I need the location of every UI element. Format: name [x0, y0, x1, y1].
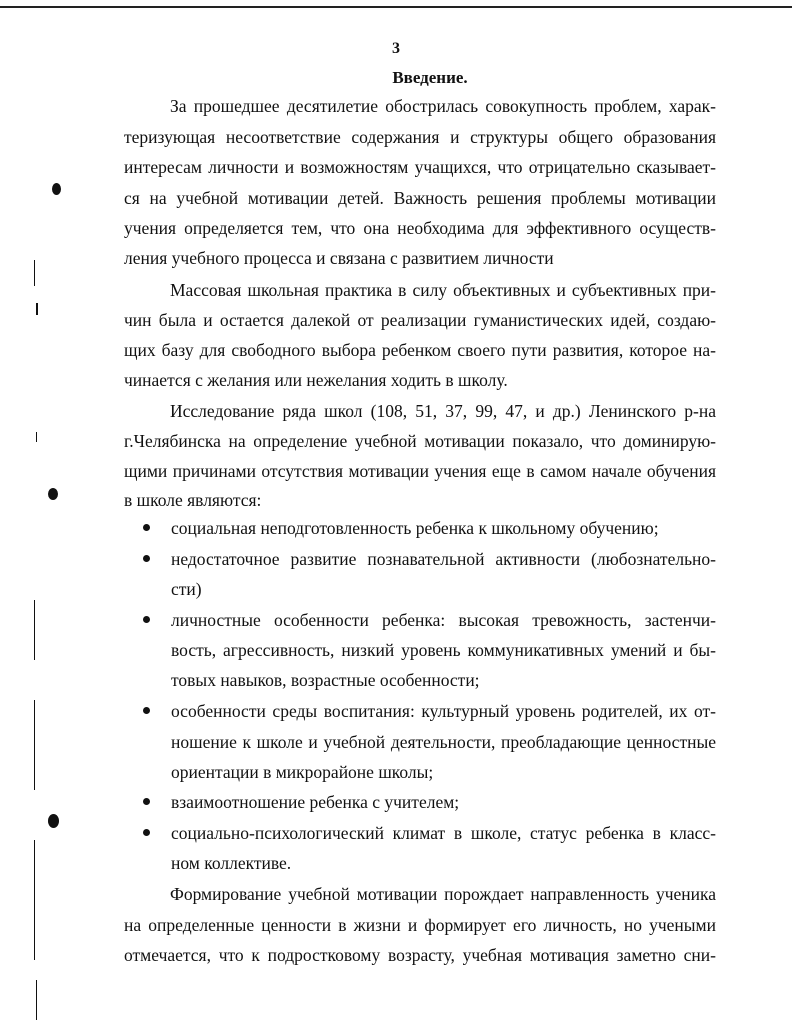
text-line: учения определяется тем, что она необходима для эффективного осуществ- — [124, 218, 716, 238]
text-line: отмечается, что к подростковому возрасту, учебная мотивация заметно сни- — [124, 945, 716, 965]
list-item: недостаточное развитие познавательной активности (любознательно- — [171, 549, 716, 569]
page-title: Введение. — [392, 68, 468, 87]
list-item-continuation: сти) — [171, 579, 202, 599]
list-item: личностные особенности ребенка: высокая тревожность, застенчи- — [171, 610, 716, 630]
list-item-continuation: ориентации в микрорайоне школы; — [171, 762, 434, 782]
scan-edge-mark — [34, 600, 35, 660]
scan-edge-mark — [36, 303, 38, 315]
scan-edge-mark — [36, 980, 37, 1020]
text-line: ления учебного процесса и связана с развитием личности — [124, 248, 554, 268]
bullet-icon — [143, 524, 150, 531]
list-item: взаимоотношение ребенка с учителем; — [171, 792, 460, 812]
scan-hole-mark — [48, 814, 59, 828]
list-item-continuation: ношение к школе и учебной деятельности, преобладающие ценностные — [171, 732, 716, 752]
list-item: особенности среды воспитания: культурный уровень родителей, их от- — [171, 701, 716, 721]
scan-edge-mark — [34, 700, 35, 790]
list-item-continuation: ном коллективе. — [171, 853, 292, 873]
text-line: в школе являются: — [124, 490, 262, 510]
scan-hole-mark — [48, 488, 58, 500]
bullet-icon — [143, 798, 150, 805]
list-item: социальная неподготовленность ребенка к школьному обучению; — [171, 518, 659, 538]
bullet-icon — [143, 555, 150, 562]
text-line: Формирование учебной мотивации порождает направленность ученика — [170, 884, 716, 904]
bullet-icon — [143, 829, 150, 836]
text-line: щих базу для свободного выбора ребенком своего пути развития, которое на- — [124, 340, 716, 360]
text-line: чин была и остается далекой от реализации гуманистических идей, создаю- — [124, 310, 716, 330]
scan-edge-mark — [36, 432, 37, 442]
text-line: на определенные ценности в жизни и формирует его личность, но учеными — [124, 915, 716, 935]
text-line: щими причинами отсутствия мотивации учения еще в самом начале обучения — [124, 461, 716, 481]
text-line: интересам личности и возможностям учащихся, что отрицательно сказывает- — [124, 157, 716, 177]
list-item: социально-психологический климат в школе, статус ребенка в класс- — [171, 823, 716, 843]
text-line: чинается с желания или нежелания ходить в школу. — [124, 370, 508, 390]
text-line: За прошедшее десятилетие обострилась совокупность проблем, харак- — [170, 96, 716, 116]
scan-edge-mark — [34, 260, 35, 286]
top-border-line — [0, 6, 792, 8]
list-item-continuation: товых навыков, возрастные особенности; — [171, 670, 480, 690]
bullet-icon — [143, 707, 150, 714]
scan-hole-mark — [52, 183, 61, 195]
text-line: Исследование ряда школ (108, 51, 37, 99, 47, и др.) Ленинского р-на — [170, 401, 716, 421]
scan-edge-mark — [34, 840, 35, 960]
page-number: 3 — [392, 40, 400, 57]
list-item-continuation: вость, агрессивность, низкий уровень коммуникативных умений и бы- — [171, 640, 716, 660]
text-line: Массовая школьная практика в силу объективных и субъективных при- — [170, 280, 716, 300]
bullet-icon — [143, 616, 150, 623]
text-line: г.Челябинска на определение учебной мотивации показало, что доминирую- — [124, 431, 716, 451]
text-line: теризующая несоответствие содержания и структуры общего образования — [124, 127, 716, 147]
text-line: ся на учебной мотивации детей. Важность решения проблемы мотивации — [124, 188, 716, 208]
